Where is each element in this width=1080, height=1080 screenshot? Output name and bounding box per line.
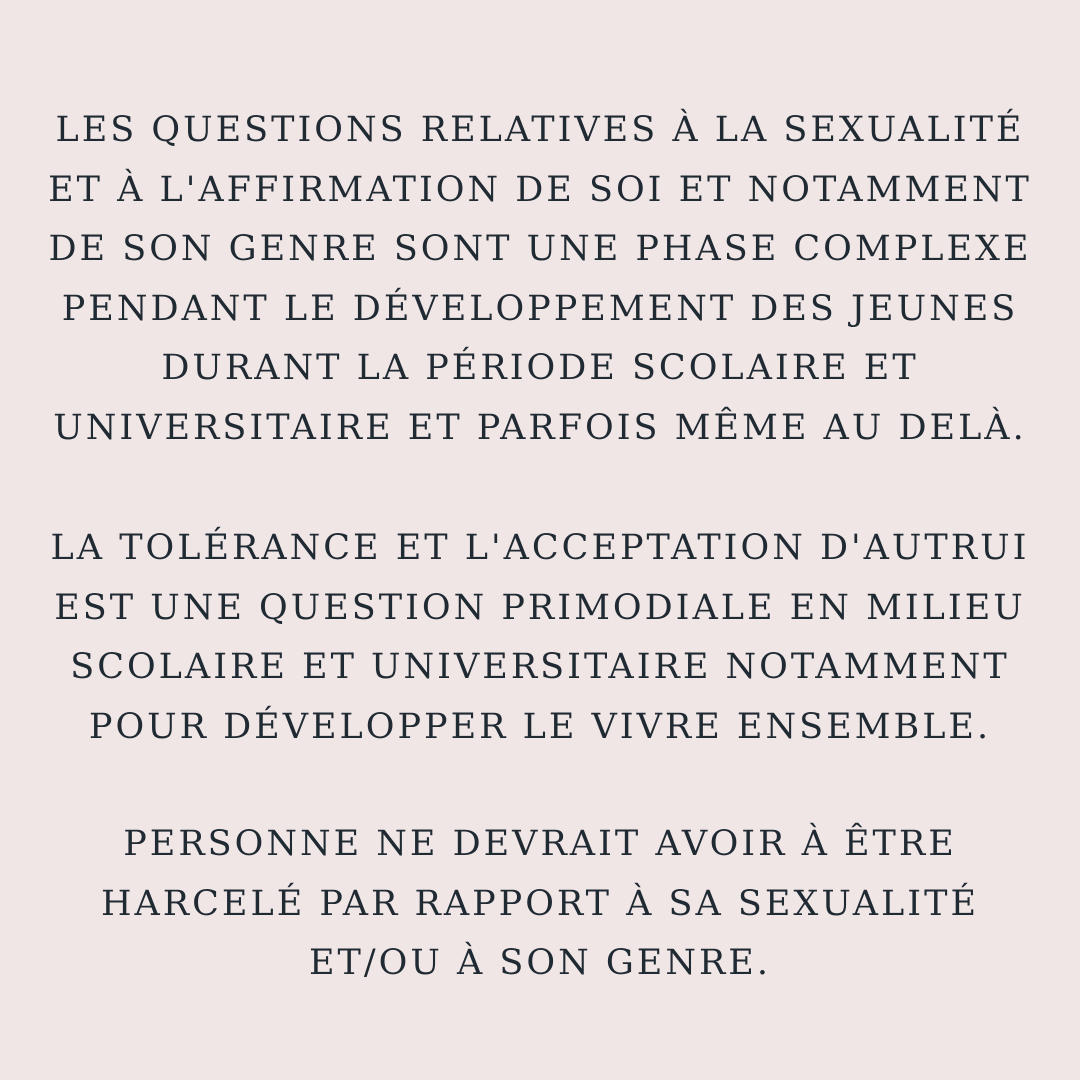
text-line: DE SON GENRE SONT UNE PHASE COMPLEXE: [48, 229, 1032, 269]
paragraph-tolerance: [0, 519, 1080, 757]
paragraph-no-harassment: [0, 815, 1080, 994]
text-line: ET À L'AFFIRMATION DE SOI ET NOTAMMENT: [48, 169, 1032, 210]
text-line: LES QUESTIONS RELATIVES À LA SEXUALITÉ: [55, 110, 1025, 150]
text-line: DURANT LA PÉRIODE SCOLAIRE ET: [161, 348, 919, 388]
text-line: ET/OU À SON GENRE.: [309, 943, 771, 983]
text-line: POUR DÉVELOPPER LE VIVRE ENSEMBLE.: [88, 706, 992, 747]
text-line: LA TOLÉRANCE ET L'ACCEPTATION D'AUTRUI: [50, 528, 1030, 568]
text-line: EST UNE QUESTION PRIMODIALE EN MILIEU: [54, 587, 1026, 628]
text-line: SCOLAIRE ET UNIVERSITAIRE NOTAMMENT: [70, 647, 1010, 687]
text-line: PENDANT LE DÉVELOPPEMENT DES JEUNES: [61, 288, 1019, 329]
text-line: PERSONNE NE DEVRAIT AVOIR À ÊTRE: [123, 824, 957, 864]
text-line: UNIVERSITAIRE ET PARFOIS MÊME AU DELÀ.: [53, 407, 1027, 448]
text-line: HARCELÉ PAR RAPPORT À SA SEXUALITÉ: [101, 883, 979, 924]
paragraph-sexuality-identity: [0, 101, 1080, 458]
